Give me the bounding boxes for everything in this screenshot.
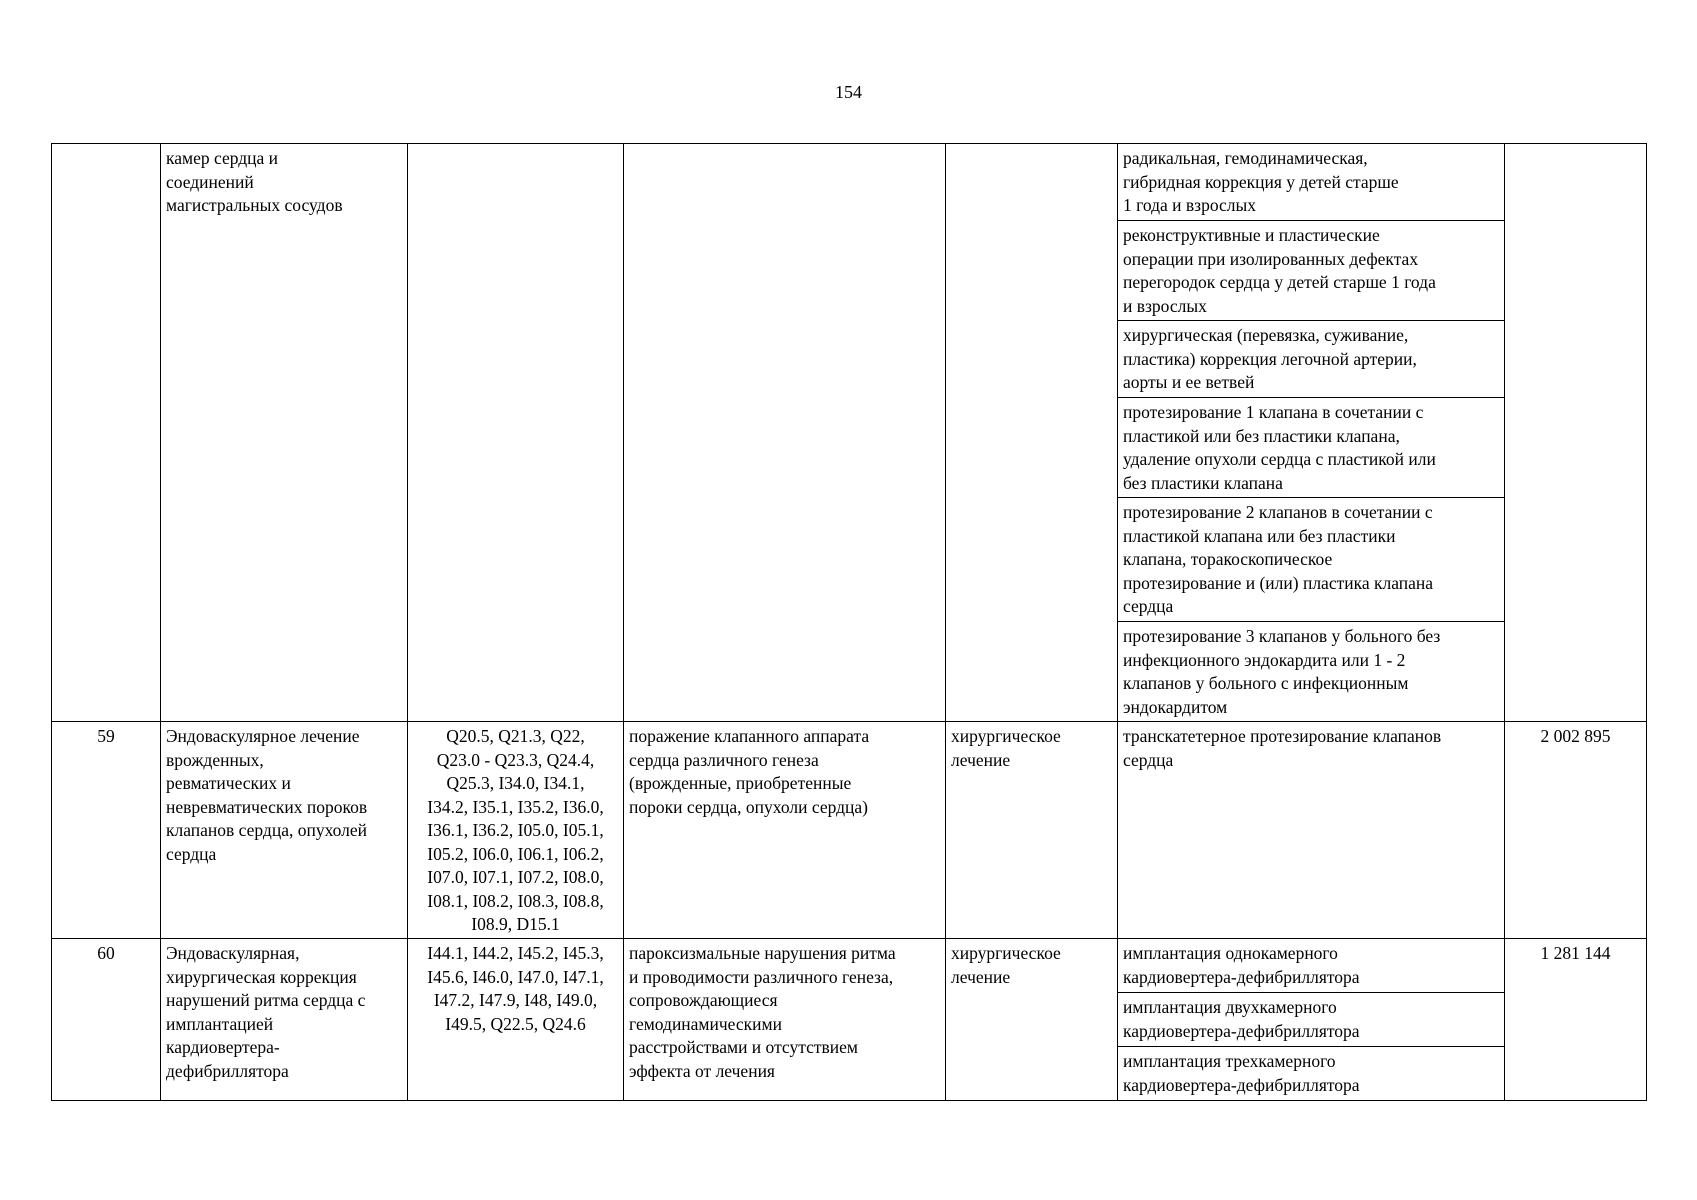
cell-method: протезирование 3 клапанов у больного без инфекционного эндокардита или 1 - 2 клапанов у больного с инфекционным эндокардитом xyxy=(1118,622,1505,722)
cell-name: Эндоваскулярное лечение врожденных, ревматических и невревматических пороков клапанов сердца, опухолей сердца xyxy=(161,722,408,939)
cell-num: 60 xyxy=(52,939,161,1101)
cell-method: имплантация двухкамерного кардиовертера-дефибриллятора xyxy=(1118,993,1505,1047)
cell-method: реконструктивные и пластические операции при изолированных дефектах перегородок сердца у детей старше 1 года и взрослых xyxy=(1118,221,1505,321)
cell-name: Эндоваскулярная, хирургическая коррекция нарушений ритма сердца с имплантацией кардиовертера- дефибриллятора xyxy=(161,939,408,1101)
cell-model xyxy=(624,144,946,722)
cell-method: протезирование 1 клапана в сочетании с пластикой или без пластики клапана, удаление опухоли сердца с пластикой или без пластики клапана xyxy=(1118,398,1505,498)
cell-price: 1 281 144 xyxy=(1505,939,1647,1101)
table-row xyxy=(52,144,1647,221)
cell-method: протезирование 2 клапанов в сочетании с пластикой клапана или без пластики клапана, торакоскопическое протезирование и (или) пластика клапана сердца xyxy=(1118,498,1505,622)
cell-method: радикальная, гемодинамическая, гибридная коррекция у детей старше 1 года и взрослых xyxy=(1118,144,1505,221)
cell-method: имплантация трехкамерного кардиовертера-дефибриллятора xyxy=(1118,1047,1505,1101)
cell-price xyxy=(1505,144,1647,722)
table-row xyxy=(52,722,1647,939)
cell-treatment: хирургическое лечение xyxy=(946,939,1118,1101)
cell-price: 2 002 895 xyxy=(1505,722,1647,939)
table-row xyxy=(52,939,1647,993)
cell-method: имплантация однокамерного кардиовертера-дефибриллятора xyxy=(1118,939,1505,993)
cell-treatment: хирургическое лечение xyxy=(946,722,1118,939)
page-number: 154 xyxy=(835,82,862,102)
cell-name: камер сердца и соединений магистральных сосудов xyxy=(161,144,408,722)
cell-codes: Q20.5, Q21.3, Q22, Q23.0 - Q23.3, Q24.4, Q25.3, I34.0, I34.1, I34.2, I35.1, I35.2, I36.0, I36.1, I36.2, I05.0, I05.1, I05.2, I06.0, I06.1, I06.2, I07.0, I07.1, I07.2, I08.0, I08.1, I08.2, I08.3, I08.8, I08.9, D15.1 xyxy=(408,722,624,939)
cell-model: поражение клапанного аппарата сердца различного генеза (врожденные, приобретенные пороки сердца, опухоли сердца) xyxy=(624,722,946,939)
cell-codes: I44.1, I44.2, I45.2, I45.3, I45.6, I46.0, I47.0, I47.1, I47.2, I47.9, I48, I49.0, I49.5, Q22.5, Q24.6 xyxy=(408,939,624,1101)
cell-num: 59 xyxy=(52,722,161,939)
cell-treatment xyxy=(946,144,1118,722)
cell-method: транскатетерное протезирование клапанов сердца xyxy=(1118,722,1505,939)
medical-care-table xyxy=(51,143,1647,1101)
cell-method: хирургическая (перевязка, суживание, пластика) коррекция легочной артерии, аорты и ее ветвей xyxy=(1118,321,1505,398)
cell-num xyxy=(52,144,161,722)
cell-model: пароксизмальные нарушения ритма и проводимости различного генеза, сопровождающиеся гемодинамическими расстройствами и отсутствием эффекта от лечения xyxy=(624,939,946,1101)
cell-codes xyxy=(408,144,624,722)
